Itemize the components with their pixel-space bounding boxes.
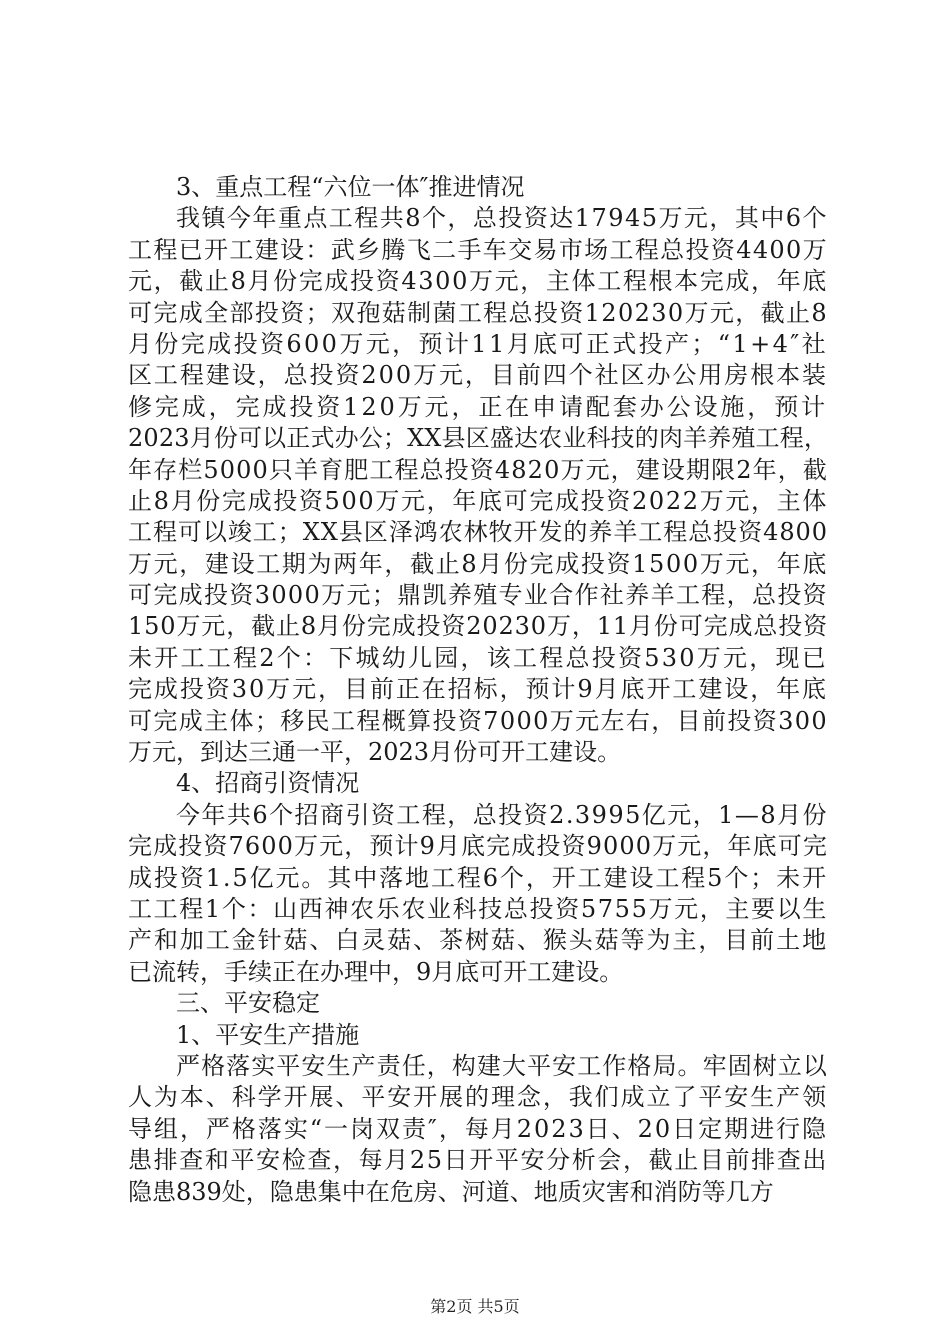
text-line: 3、重点工程“六位一体″推进情况 [176, 173, 525, 201]
text-line: 产和加工金针菇、白灵菇、茶树菇、猴头菇等为主，目前土地 [128, 926, 828, 955]
text-line: 1、平安生产措施 [176, 1020, 360, 1049]
text-line: 三、平安稳定 [176, 989, 320, 1018]
text-line: 可完成主体；移民工程概算投资7000万元左右，目前投资300 [128, 706, 828, 735]
text-line: 万元，到达三通一平，2023月份可开工建设。 [128, 738, 622, 767]
text-line: 工程已开工建设：武乡腾飞二手车交易市场工程总投资4400万 [128, 235, 828, 264]
text-line: 工工程1个：山西神农乐农业科技总投资5755万元，主要以生 [128, 894, 828, 923]
text-line: 我镇今年重点工程共8个，总投资达17945万元，其中6个 [176, 204, 828, 233]
text-line: 患排查和平安检查，每月25日开平安分析会，截止目前排查出 [128, 1146, 828, 1175]
text-line: 隐患839处，隐患集中在危房、河道、地质灾害和消防等几方 [128, 1177, 774, 1206]
text-line: 2023月份可以正式办公；XX县区盛达农业科技的肉羊养殖工程， [128, 424, 828, 453]
text-line: 人为本、科学开展、平安开展的理念，我们成立了平安生产领 [128, 1083, 828, 1112]
document-body [128, 172, 828, 1208]
text-line: 已流转，手续正在办理中，9月底可开工建设。 [128, 957, 624, 986]
text-line: 严格落实平安生产责任，构建大平安工作格局。牢固树立以 [176, 1051, 828, 1080]
text-line: 月份完成投资600万元，预计11月底可正式投产；“1+4″社 [128, 329, 828, 358]
text-line: 成投资1.5亿元。其中落地工程6个，开工建设工程5个；未开 [128, 863, 828, 892]
text-line: 年存栏5000只羊育肥工程总投资4820万元，建设期限2年，截 [128, 455, 828, 484]
text-line: 150万元，截止8月份完成投资20230万，11月份可完成总投资 [128, 612, 828, 641]
text-line: 工程可以竣工；XX县区泽鸿农林牧开发的养羊工程总投资4800 [128, 518, 828, 547]
text-line: 止8月份完成投资500万元，年底可完成投资2022万元，主体 [128, 486, 828, 515]
text-line: 4、招商引资情况 [176, 769, 360, 798]
text-line: 区工程建设，总投资200万元，目前四个社区办公用房根本装 [128, 361, 828, 390]
text-line: 可完成全部投资；双孢菇制菌工程总投资120230万元，截止8 [128, 298, 828, 327]
text-line: 修完成，完成投资120万元，正在申请配套办公设施，预计 [128, 392, 828, 421]
page-footer: 第2页 共5页 [430, 1297, 520, 1316]
text-line: 导组，严格落实“一岗双责″，每月2023日、20日定期进行隐 [128, 1114, 828, 1143]
text-line: 可完成投资3000万元；鼎凯养殖专业合作社养羊工程，总投资 [128, 581, 828, 610]
text-line: 完成投资7600万元，预计9月底完成投资9000万元，年底可完 [128, 832, 828, 861]
text-line: 元，截止8月份完成投资4300万元，主体工程根本完成，年底 [128, 267, 828, 296]
text-line: 今年共6个招商引资工程，总投资2.3995亿元，1—8月份 [176, 800, 828, 829]
text-line: 万元，建设工期为两年，截止8月份完成投资1500万元，年底 [128, 549, 828, 578]
text-line: 完成投资30万元，目前正在招标，预计9月底开工建设，年底 [128, 675, 828, 704]
text-line: 未开工工程2个：下城幼儿园，该工程总投资530万元，现已 [128, 643, 828, 672]
